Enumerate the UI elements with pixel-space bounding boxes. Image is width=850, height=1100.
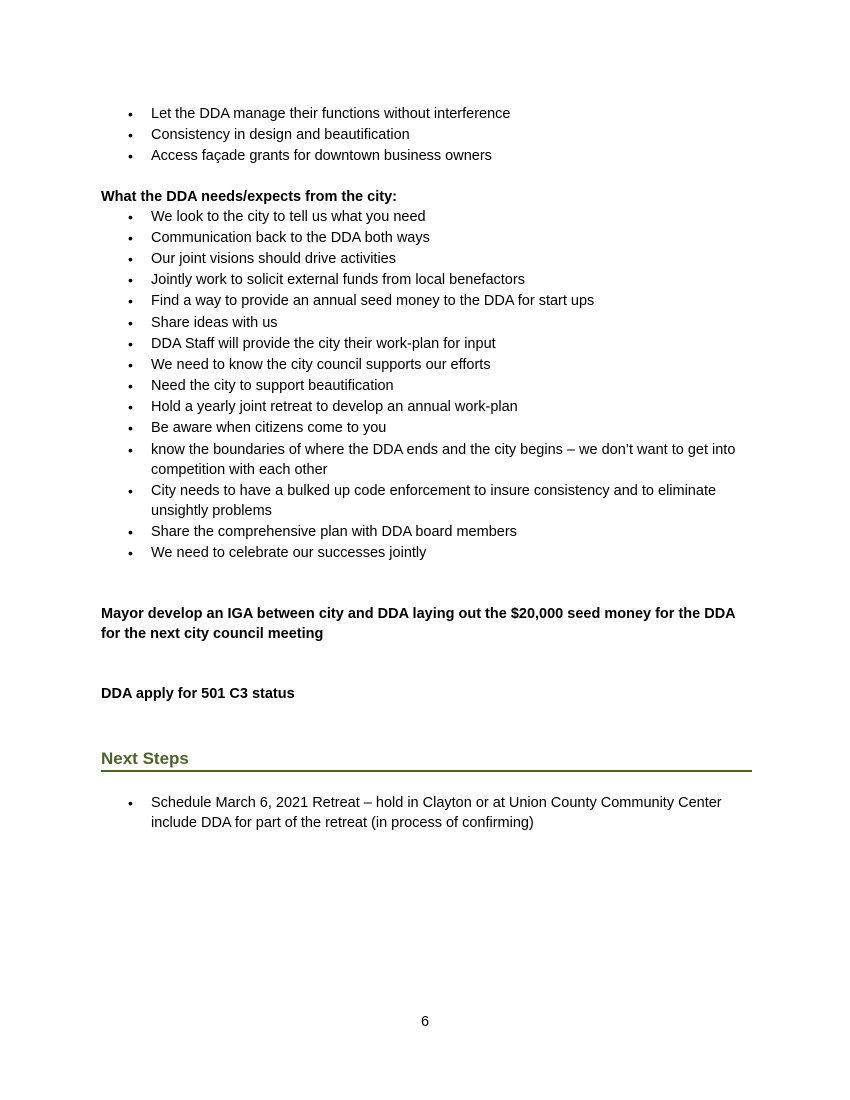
list-item-text: Let the DDA manage their functions without interference bbox=[151, 106, 511, 122]
needs-list bbox=[101, 207, 752, 564]
list-item-text: Communication back to the DDA both ways bbox=[151, 229, 430, 246]
list-item-text: Consistency in design and beautification bbox=[151, 127, 410, 144]
list-item-text: Schedule March 6, 2021 Retreat – hold in Clayton or at Union County Community Center include DDA for part of the retreat (in process of confirming) bbox=[151, 795, 722, 832]
bullet-icon: • bbox=[128, 272, 133, 289]
bullet-icon: • bbox=[128, 545, 133, 562]
list-item bbox=[101, 249, 752, 269]
list-item bbox=[101, 291, 752, 311]
list-item bbox=[101, 481, 752, 521]
list-item bbox=[101, 146, 752, 166]
list-item-text: Find a way to provide an annual seed money to the DDA for start ups bbox=[151, 293, 595, 310]
action-dda: DDA apply for 501 C3 status bbox=[101, 686, 295, 703]
next-steps-heading: Next Steps bbox=[101, 748, 752, 772]
bullet-icon: • bbox=[128, 356, 133, 373]
bullet-icon: • bbox=[128, 335, 133, 352]
bullet-icon: • bbox=[128, 293, 133, 310]
list-item bbox=[101, 125, 752, 145]
document-page bbox=[101, 104, 752, 835]
next-steps-list bbox=[101, 793, 752, 833]
list-item-text: We look to the city to tell us what you need bbox=[151, 208, 426, 225]
bullet-icon: • bbox=[128, 106, 133, 122]
page-number: 6 bbox=[420, 1014, 430, 1030]
bullet-icon: • bbox=[128, 524, 133, 540]
list-item-text: We need to celebrate our successes jointly bbox=[151, 545, 427, 562]
list-item bbox=[101, 397, 752, 417]
list-item-text: Our joint visions should drive activities bbox=[151, 250, 396, 267]
list-item-text: Hold a yearly joint retreat to develop an annual work-plan bbox=[151, 399, 518, 416]
bullet-icon: • bbox=[128, 208, 133, 225]
list-item-text: Share the comprehensive plan with DDA board members bbox=[151, 524, 517, 540]
list-item bbox=[101, 376, 752, 396]
list-item bbox=[101, 334, 752, 354]
list-item bbox=[101, 522, 752, 542]
list-item bbox=[101, 228, 752, 248]
action-mayor: Mayor develop an IGA between city and DDA laying out the $20,000 seed money for the DDA for the next city council meeting bbox=[101, 606, 736, 643]
bullet-icon: • bbox=[128, 399, 133, 416]
list-top bbox=[101, 104, 752, 166]
list-item-text: know the boundaries of where the DDA ends and the city begins – we don’t want to get into competition with each other bbox=[151, 441, 736, 478]
list-item-text: City needs to have a bulked up code enforcement to insure consistency and to eliminate unsightly problems bbox=[151, 482, 717, 519]
bullet-icon: • bbox=[128, 441, 133, 458]
bullet-icon: • bbox=[128, 314, 133, 331]
bullet-icon: • bbox=[128, 420, 133, 437]
list-item bbox=[101, 313, 752, 333]
bullet-icon: • bbox=[128, 378, 133, 395]
list-item bbox=[101, 418, 752, 438]
list-item-text: Be aware when citizens come to you bbox=[151, 420, 387, 437]
bullet-icon: • bbox=[128, 482, 133, 499]
list-item-text: Jointly work to solicit external funds from local benefactors bbox=[151, 272, 525, 289]
bullet-icon: • bbox=[128, 229, 133, 246]
bullet-icon: • bbox=[128, 148, 133, 165]
list-item bbox=[101, 355, 752, 375]
list-item bbox=[101, 440, 752, 480]
list-item-text: Need the city to support beautification bbox=[151, 378, 394, 395]
list-item bbox=[101, 793, 752, 833]
bullet-icon: • bbox=[128, 127, 133, 144]
list-item bbox=[101, 104, 752, 124]
list-item-text: Share ideas with us bbox=[151, 314, 278, 331]
list-item-text: Access façade grants for downtown business owners bbox=[151, 148, 492, 165]
list-item bbox=[101, 270, 752, 290]
list-item-text: We need to know the city council supports our efforts bbox=[151, 356, 491, 373]
bullet-icon: • bbox=[128, 250, 133, 267]
list-item-text: DDA Staff will provide the city their work-plan for input bbox=[151, 335, 496, 352]
list-item bbox=[101, 207, 752, 227]
list-item bbox=[101, 543, 752, 563]
needs-heading: What the DDA needs/expects from the city: bbox=[101, 188, 397, 205]
bullet-icon: • bbox=[128, 795, 133, 812]
